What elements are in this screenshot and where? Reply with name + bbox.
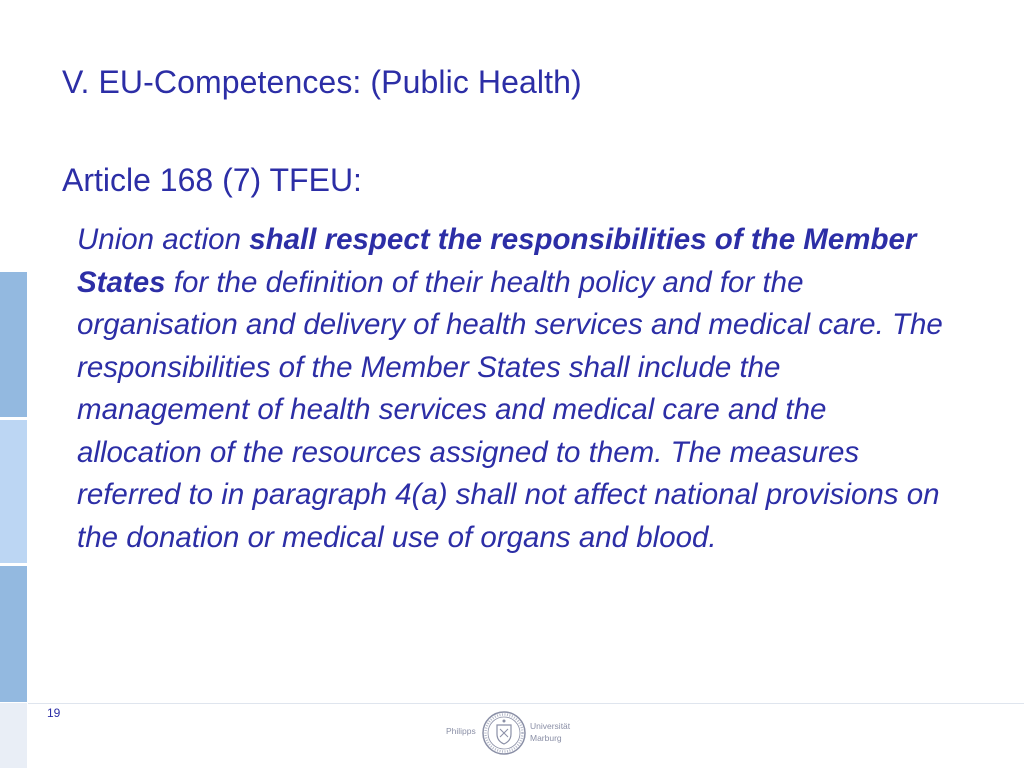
- logo-word-right-1: Universität: [530, 721, 571, 731]
- sidebar-block-4: [0, 703, 27, 768]
- sidebar-block-3: [0, 566, 27, 702]
- sidebar-block-2: [0, 420, 27, 563]
- page-number: 19: [47, 706, 61, 720]
- logo-word-left: Philipps: [446, 726, 476, 736]
- logo-word-right-2: Marburg: [530, 733, 562, 743]
- sidebar-block-1: [0, 272, 27, 417]
- quote-text-intro: Union action: [77, 223, 250, 256]
- slide-title: V. EU-Competences: (Public Health): [62, 64, 582, 100]
- footer-divider: [28, 703, 1024, 704]
- quote-text-emphasis: shall respect the responsibilities of the Member States: [77, 223, 917, 299]
- university-seal-icon: [481, 710, 527, 756]
- quote-text-body: for the definition of their health policy and for the organisation and delivery of health services and medical care. The responsibilities of the Member States shall include the management of health services and medical care and the allocation of the resources assigned to them. The measures referred to in paragraph 4(a) shall not affect national provisions on the donation or medical use of organs and blood.: [77, 265, 943, 554]
- university-logo: [446, 710, 576, 758]
- slide-subtitle: Article 168 (7) TFEU:: [62, 162, 362, 198]
- article-quote: [77, 219, 957, 559]
